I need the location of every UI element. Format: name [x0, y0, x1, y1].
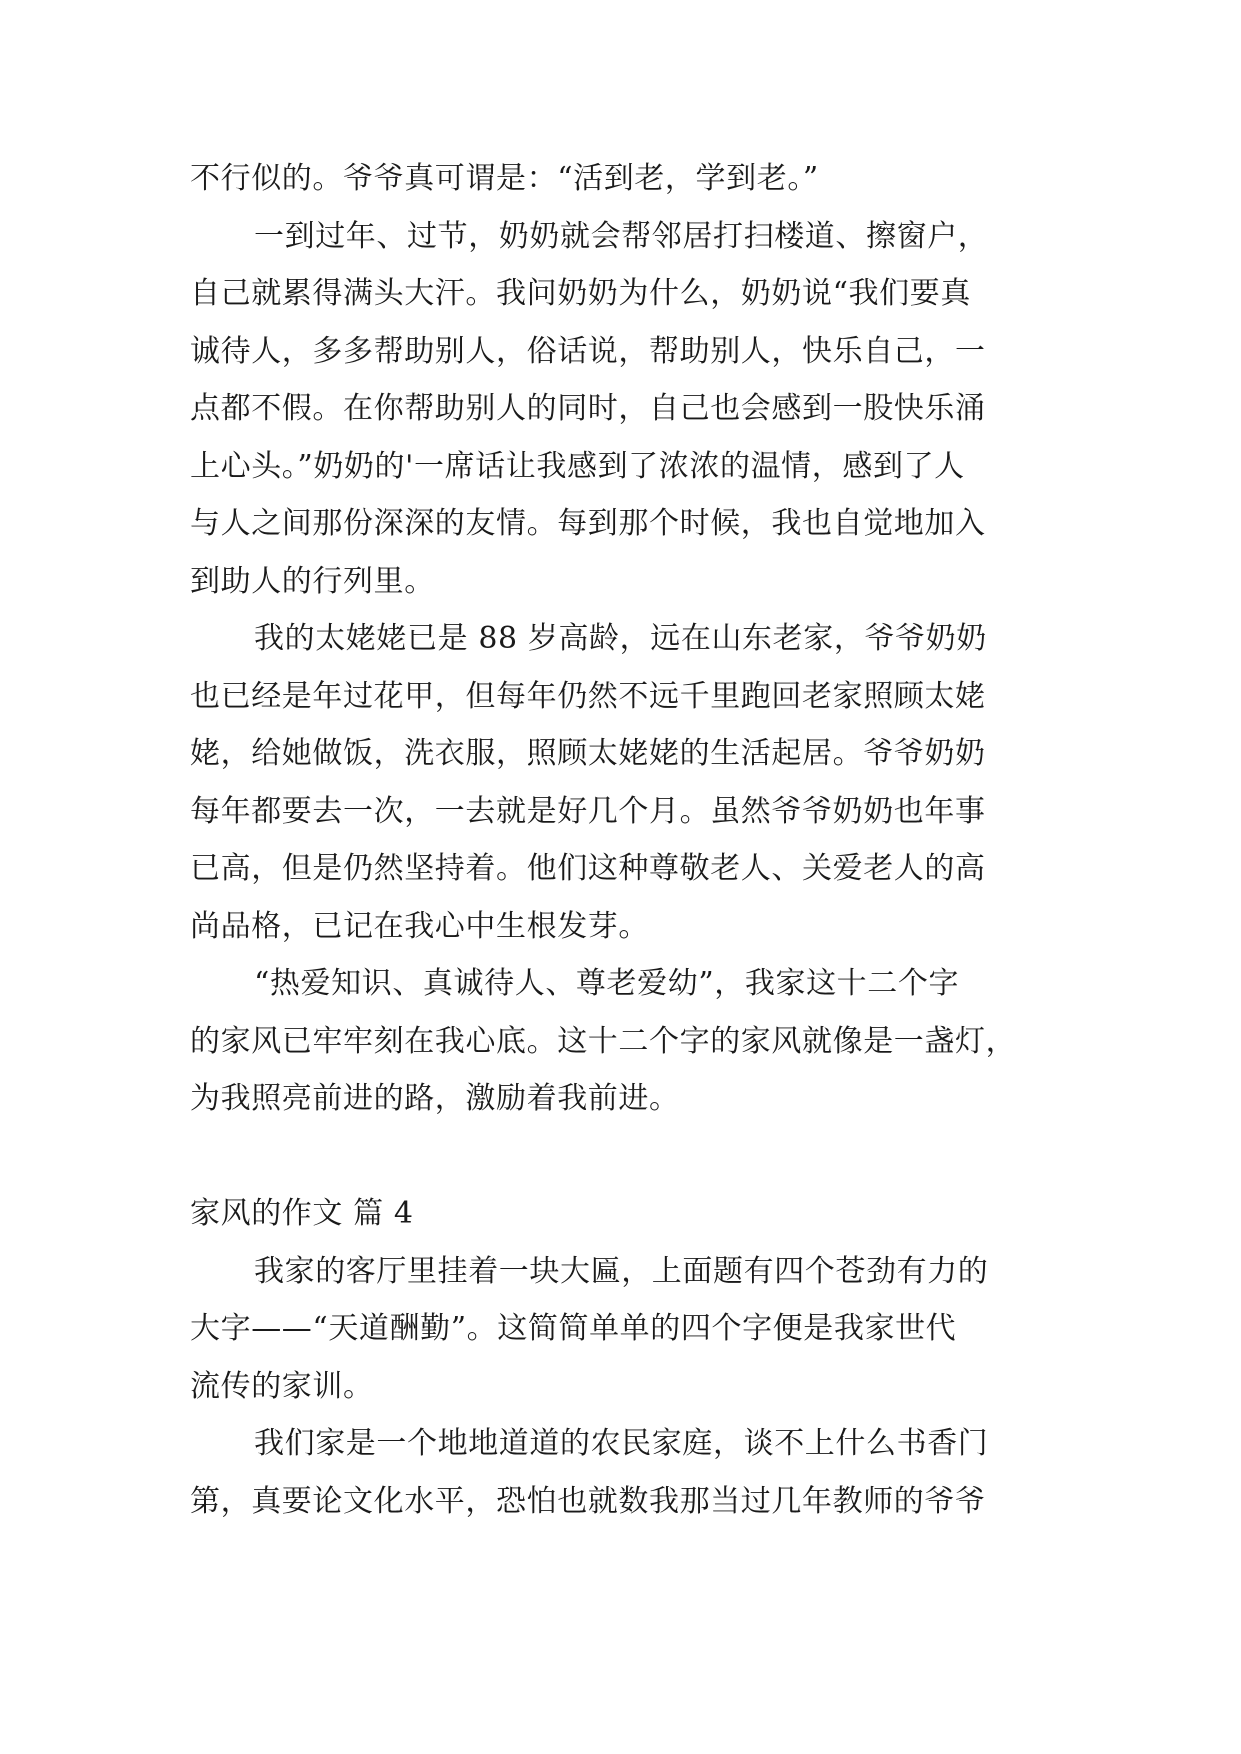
paragraph-farm-family — [190, 1415, 1052, 1530]
text-line: 点都不假。在你帮助别人的同时，自己也会感到一股快乐涌 — [190, 391, 986, 426]
paragraph-helping-neighbors — [190, 208, 1052, 611]
paragraph-plaque — [190, 1243, 1052, 1416]
text-line: 到助人的行列里。 — [190, 563, 435, 599]
text-line: 我的太姥姥已是 88 岁高龄，远在山东老家，爷爷奶奶 — [254, 621, 987, 656]
text-line: 与人之间那份深深的友情。每到那个时候，我也自觉地加入 — [190, 506, 986, 541]
text-line: 第，真要论文化水平，恐怕也就数我那当过几年教师的爷爷 — [190, 1483, 986, 1519]
text-line: 尚品格，已记在我心中生根发芽。 — [190, 908, 649, 944]
text-line: 上心头。”奶奶的'一席话让我感到了浓浓的温情，感到了人 — [190, 448, 965, 484]
text-line: 姥，给她做饭，洗衣服，照顾太姥姥的生活起居。爷爷奶奶 — [190, 736, 986, 771]
text-line: 诚待人，多多帮助别人，俗话说，帮助别人，快乐自己，一 — [190, 333, 986, 369]
text-line: 自己就累得满头大汗。我问奶奶为什么，奶奶说“我们要真 — [190, 276, 971, 311]
text-line: 大字——“天道酬勤”。这简简单单的四个字便是我家世代 — [190, 1311, 957, 1346]
paragraph-continuation — [190, 150, 1052, 208]
paragraph-family-motto — [190, 955, 1052, 1128]
text-line: 每年都要去一次，一去就是好几个月。虽然爷爷奶奶也年事 — [190, 793, 986, 829]
text-line: “热爱知识、真诚待人、尊老爱幼”，我家这十二个字 — [254, 966, 960, 1001]
paragraph-great-grandmother — [190, 610, 1052, 955]
document-page — [190, 150, 1052, 1530]
text-line: 一到过年、过节，奶奶就会帮邻居打扫楼道、擦窗户， — [254, 218, 989, 254]
section-heading: 家风的作文 篇 4 — [190, 1196, 414, 1231]
text-line: 已高，但是仍然坚持着。他们这种尊敬老人、关爱老人的高 — [190, 851, 986, 886]
text-line: 不行似的。爷爷真可谓是：“活到老，学到老。” — [190, 161, 819, 196]
text-line: 我家的客厅里挂着一块大匾，上面题有四个苍劲有力的 — [254, 1253, 989, 1289]
text-line: 为我照亮前进的路，激励着我前进。 — [190, 1081, 680, 1116]
text-line: 我们家是一个地地道道的农民家庭，谈不上什么书香门 — [254, 1426, 989, 1461]
text-line: 的家风已牢牢刻在我心底。这十二个字的家风就像是一盏灯， — [190, 1023, 1017, 1059]
text-line: 也已经是年过花甲，但每年仍然不远千里跑回老家照顾太姥 — [190, 678, 986, 714]
text-line: 流传的家训。 — [190, 1368, 374, 1404]
section-gap — [190, 1128, 1052, 1186]
